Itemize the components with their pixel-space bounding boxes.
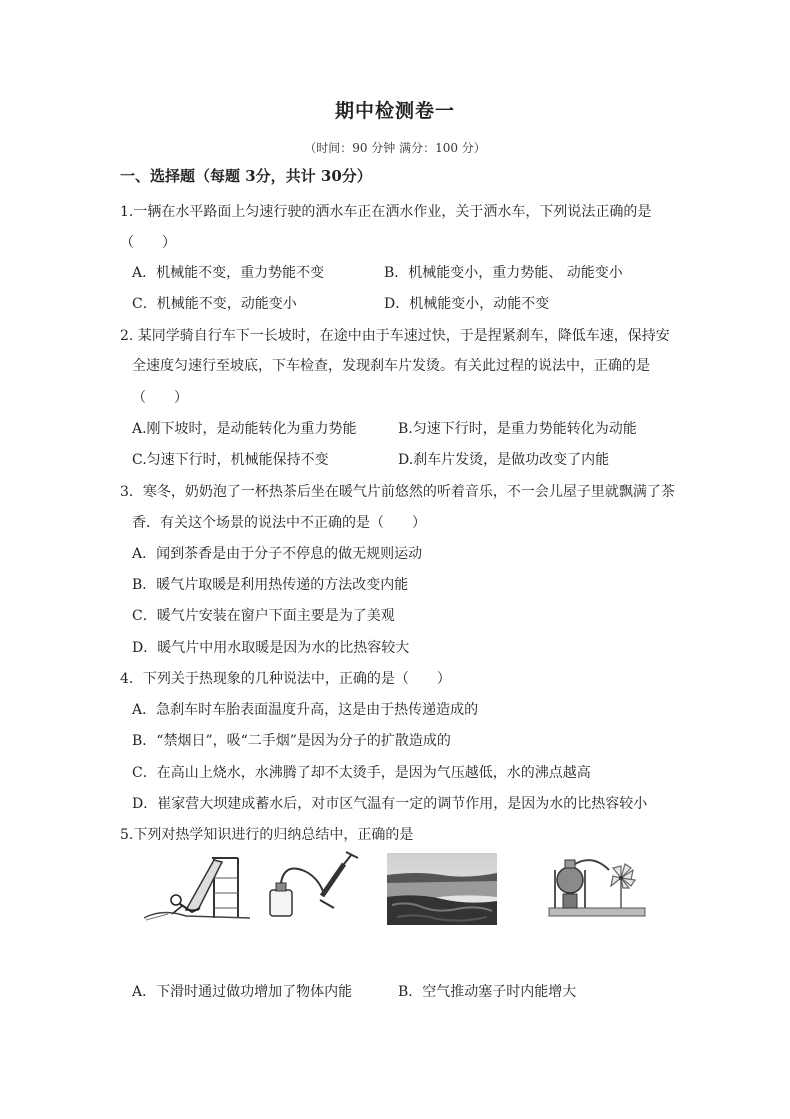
q4-option-d: D．崔家营大坝建成蓄水后，对市区气温有一定的调节作用，是因为水的比热容较小 <box>132 796 648 812</box>
section-heading: 一、选择题（每题 3分，共计 30分） <box>120 167 372 185</box>
q2-stem-line1: 2. 某同学骑自行车下一长坡时，在途中由于车速过快，于是捏紧刹车，降低车速，保持安 <box>120 328 670 344</box>
exam-subtitle: （时间：90 分钟 满分：100 分） <box>304 141 486 155</box>
q1-stem: 1.一辆在水平路面上匀速行驶的洒水车正在洒水作业，关于洒水车，下列说法正确的是 <box>120 204 652 220</box>
q1-answer-paren: （ ） <box>120 235 176 251</box>
q3-option-d: D．暖气片中用水取暖是因为水的比热容较大 <box>132 640 410 656</box>
q3-option-b: B．暖气片取暖是利用热传递的方法改变内能 <box>132 577 409 593</box>
q1-option-a: A．机械能不变，重力势能不变 <box>132 265 325 281</box>
q2-option-d: D.刹车片发烫，是做功改变了内能 <box>398 452 610 468</box>
page-title: 期中检测卷一 <box>334 100 455 122</box>
q3-stem-line1: 3．寒冬，奶奶泡了一杯热茶后坐在暖气片前悠然的听着音乐，不一会儿屋子里就飘满了茶 <box>120 484 675 500</box>
q3-stem-line2: 香．有关这个场景的说法中不正确的是（ ） <box>132 515 426 531</box>
bottle-pump-figure <box>262 850 362 920</box>
q5-option-b: B．空气推动塞子时内能增大 <box>398 984 577 1000</box>
q5-option-a: A．下滑时通过做功增加了物体内能 <box>132 984 353 1000</box>
q4-option-b: B．“禁烟日”，吸“二手烟”是因为分子的扩散造成的 <box>132 733 451 749</box>
steam-engine-figure <box>543 848 649 920</box>
slide-figure <box>142 848 250 924</box>
q4-stem: 4．下列关于热现象的几种说法中，正确的是（ ） <box>120 671 451 687</box>
q1-option-d: D．机械能变小，动能不变 <box>384 296 550 312</box>
q1-option-b: B．机械能变小，重力势能、 动能变小 <box>384 265 623 281</box>
q2-stem-line2: 全速度匀速行至坡底，下车检查，发现刹车片发烫。有关此过程的说法中，正确的是 <box>132 358 650 374</box>
q2-option-c: C.匀速下行时，机械能保持不变 <box>132 452 329 468</box>
q3-option-a: A．闻到茶香是由于分子不停息的做无规则运动 <box>132 546 423 562</box>
q1-option-c: C．机械能不变，动能变小 <box>132 296 297 312</box>
q2-option-b: B.匀速下行时，是重力势能转化为动能 <box>398 421 637 437</box>
q2-answer-paren: （ ） <box>132 390 188 406</box>
q4-option-a: A．急刹车时车胎表面温度升高，这是由于热传递造成的 <box>132 702 479 718</box>
q5-stem: 5.下列对热学知识进行的归纳总结中，正确的是 <box>120 827 414 843</box>
q2-option-a: A.刚下坡时，是动能转化为重力势能 <box>132 421 357 437</box>
q3-option-c: C．暖气片安装在窗户下面主要是为了美观 <box>132 608 395 624</box>
coast-photo-figure <box>387 853 497 925</box>
q4-option-c: C．在高山上烧水，水沸腾了却不太烫手，是因为气压越低，水的沸点越高 <box>132 765 591 781</box>
